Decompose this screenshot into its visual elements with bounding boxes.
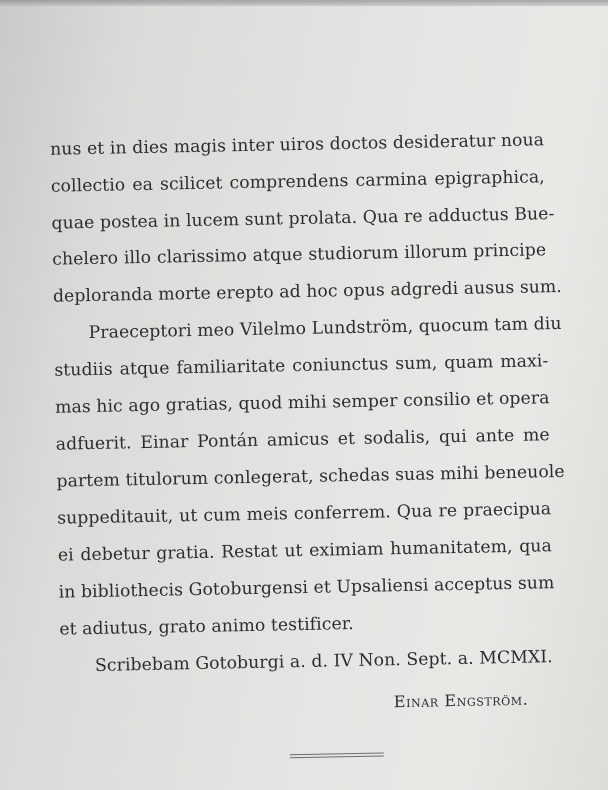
text-line: chelero illo clarissimo atque studiorum illorum principe (52, 240, 547, 270)
text-line: ei debetur gratia. Restat ut eximiam humanitatem, qua (57, 536, 553, 566)
author-signature: Einar Engström. (393, 689, 529, 712)
text-line: deploranda morte erepto ad hoc opus adgredi ausus sum. (52, 276, 563, 307)
text-line: mas hic ago gratias, quod mihi semper consilio et opera (54, 388, 550, 418)
text-line: Praeceptori meo Vilelmo Lundström, quocum tam diu (88, 313, 562, 344)
text-line: collectio ea scilicet comprendens carmina epigraphica, (50, 167, 545, 197)
text-line: quae postea in lucem sunt prolata. Qua re adductus Bue- (51, 204, 555, 234)
text-line: studiis atque familiaritate coniunctus sum, quam maxi- (54, 351, 549, 381)
text-line: in bibliothecis Gotoburgensi et Upsaliensi acceptus sum (58, 573, 555, 603)
text-line: nus et in dies magis inter uiros doctos desideratur noua (49, 130, 545, 160)
text-line: et adiutus, grato animo testificer. (59, 614, 354, 640)
text-line: adfuerit. Einar Pontán amicus et sodalis, qui ante me (55, 425, 550, 455)
text-line: suppeditauit, ut cum meis conferrem. Qua re praecipua (57, 499, 552, 529)
dateline: Scribebam Gotoburgi a. d. IV Non. Sept. a. MCMXI. (94, 647, 553, 676)
ornamental-rule (290, 755, 384, 758)
text-line: partem titulorum conlegerat, schedas suas mihi beneuole (56, 461, 565, 492)
